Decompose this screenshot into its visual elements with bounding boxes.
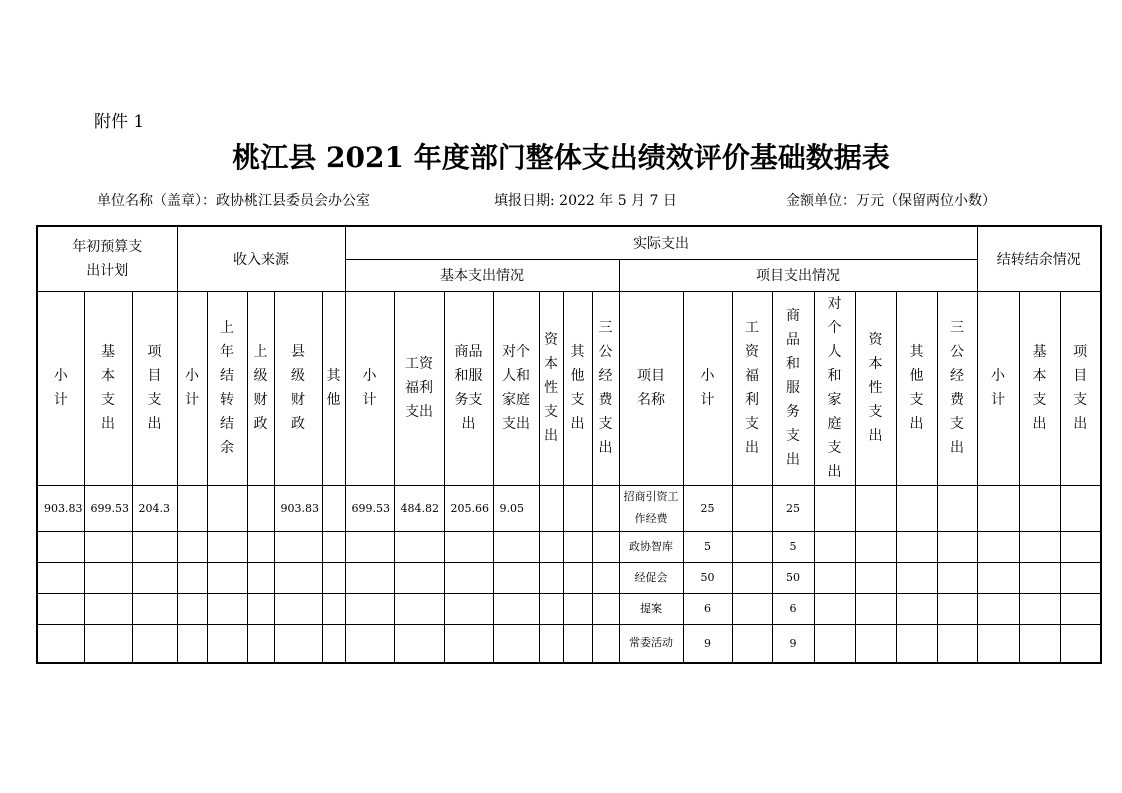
table-cell: [855, 593, 896, 624]
table-cell: [84, 624, 132, 663]
table-cell: [977, 593, 1019, 624]
table-cell: [563, 593, 592, 624]
table-cell: [896, 485, 937, 531]
table-row: [37, 485, 1101, 531]
table-cell: [937, 531, 977, 562]
table-cell: [207, 531, 247, 562]
column-header: 三公经费支出: [592, 291, 619, 485]
table-cell: [977, 485, 1019, 531]
column-header: 三公经费支出: [937, 291, 977, 485]
table-cell: [977, 531, 1019, 562]
table-cell: [1019, 593, 1060, 624]
table-row: [37, 593, 1101, 624]
table-cell: [732, 624, 772, 663]
table-cell: [539, 624, 563, 663]
table-cell: [1060, 485, 1101, 531]
table-cell: [247, 593, 274, 624]
column-header: 小计: [177, 291, 207, 485]
data-table: [36, 225, 1102, 664]
column-header: 基本支出: [84, 291, 132, 485]
table-cell: [345, 593, 394, 624]
table-cell: [732, 562, 772, 593]
table-cell: [345, 531, 394, 562]
column-header: 对个人和家庭支出: [493, 291, 539, 485]
table-cell: [814, 593, 855, 624]
table-row: [37, 562, 1101, 593]
table-cell: [177, 531, 207, 562]
project-name-cell: 常委活动: [619, 624, 683, 663]
table-cell: [1060, 624, 1101, 663]
column-header: 小计: [977, 291, 1019, 485]
table-cell: [274, 562, 322, 593]
column-header: 基本支出: [1019, 291, 1060, 485]
column-header: 商品和服务支出: [444, 291, 493, 485]
table-cell: [592, 624, 619, 663]
table-cell: 6: [683, 593, 732, 624]
unit-name: 单位名称（盖章）：政协桃江县委员会办公室: [97, 193, 370, 209]
table-cell: [247, 485, 274, 531]
table-cell: [37, 531, 84, 562]
table-cell: 9: [683, 624, 732, 663]
table-cell: 699.53: [84, 485, 132, 531]
table-cell: [84, 562, 132, 593]
table-cell: [247, 531, 274, 562]
table-cell: 903.83: [274, 485, 322, 531]
table-cell: [207, 624, 247, 663]
table-cell: [394, 531, 444, 562]
table-cell: 5: [772, 531, 814, 562]
table-cell: [855, 485, 896, 531]
table-cell: [539, 593, 563, 624]
table-cell: [1019, 562, 1060, 593]
table-cell: [896, 624, 937, 663]
attachment-label: 附件 1: [94, 112, 145, 132]
table-cell: [592, 531, 619, 562]
table-cell: 903.83: [37, 485, 84, 531]
table-row: [37, 531, 1101, 562]
table-cell: [592, 485, 619, 531]
table-cell: [274, 624, 322, 663]
table-cell: [207, 562, 247, 593]
table-cell: 50: [772, 562, 814, 593]
table-cell: [814, 531, 855, 562]
table-cell: [274, 531, 322, 562]
table-cell: [732, 485, 772, 531]
table-cell: [322, 562, 345, 593]
table-cell: [444, 531, 493, 562]
table-cell: [937, 562, 977, 593]
table-cell: [132, 593, 177, 624]
table-cell: [493, 593, 539, 624]
table-cell: [563, 485, 592, 531]
table-cell: [322, 531, 345, 562]
table-cell: [274, 593, 322, 624]
table-cell: [732, 531, 772, 562]
column-header: 小计: [345, 291, 394, 485]
table-cell: [177, 593, 207, 624]
column-header: 工资福利支出: [732, 291, 772, 485]
table-cell: [84, 593, 132, 624]
column-header: 项目支出: [132, 291, 177, 485]
table-cell: [177, 562, 207, 593]
table-cell: 9.05: [493, 485, 539, 531]
column-header: 资本性支出: [539, 291, 563, 485]
table-cell: [563, 562, 592, 593]
table-cell: [896, 593, 937, 624]
table-cell: [84, 531, 132, 562]
table-cell: [207, 485, 247, 531]
header-budget-plan: 年初预算支出计划: [37, 226, 177, 291]
header-actual-spend: 实际支出: [345, 226, 977, 259]
amount-unit: 金额单位：万元（保留两位小数）: [786, 193, 996, 209]
table-cell: [855, 624, 896, 663]
table-cell: [977, 624, 1019, 663]
table-cell: [444, 593, 493, 624]
table-cell: [937, 593, 977, 624]
table-cell: 5: [683, 531, 732, 562]
table-cell: [345, 624, 394, 663]
project-name-cell: 政协智库: [619, 531, 683, 562]
table-cell: [394, 562, 444, 593]
table-cell: [37, 593, 84, 624]
column-header: 项目名称: [619, 291, 683, 485]
project-name-cell: 经促会: [619, 562, 683, 593]
table-cell: [247, 562, 274, 593]
table-cell: [322, 485, 345, 531]
table-cell: [247, 624, 274, 663]
table-cell: [394, 624, 444, 663]
column-header: 商品和服务支出: [772, 291, 814, 485]
table-cell: [207, 593, 247, 624]
header-carryover: 结转结余情况: [977, 226, 1101, 291]
table-cell: [896, 531, 937, 562]
table-cell: [539, 485, 563, 531]
table-cell: [132, 562, 177, 593]
column-header: 对个人和家庭支出: [814, 291, 855, 485]
column-header: 上年结转结余: [207, 291, 247, 485]
table-cell: [937, 485, 977, 531]
column-header: 上级财政: [247, 291, 274, 485]
table-cell: [394, 593, 444, 624]
table-cell: [563, 531, 592, 562]
column-header: 小计: [37, 291, 84, 485]
table-cell: 699.53: [345, 485, 394, 531]
table-cell: [855, 562, 896, 593]
table-cell: [177, 485, 207, 531]
table-cell: [539, 531, 563, 562]
table-cell: [1019, 624, 1060, 663]
table-cell: 6: [772, 593, 814, 624]
project-name-cell: 招商引资工作经费: [619, 485, 683, 531]
table-cell: [977, 562, 1019, 593]
table-cell: [814, 624, 855, 663]
column-header: 县级财政: [274, 291, 322, 485]
table-cell: [493, 562, 539, 593]
table-cell: [563, 624, 592, 663]
table-cell: [444, 624, 493, 663]
column-header: 工资福利支出: [394, 291, 444, 485]
table-cell: [814, 562, 855, 593]
table-cell: [493, 531, 539, 562]
table-cell: [345, 562, 394, 593]
fill-date: 填报日期: 2022 年 5 月 7 日: [494, 193, 677, 209]
table-cell: [592, 562, 619, 593]
table-cell: [132, 531, 177, 562]
table-cell: 25: [683, 485, 732, 531]
table-cell: [37, 624, 84, 663]
table-row: [37, 624, 1101, 663]
table-cell: [937, 624, 977, 663]
table-cell: 484.82: [394, 485, 444, 531]
table-cell: [1019, 531, 1060, 562]
table-cell: [1060, 562, 1101, 593]
header-project-spend: 项目支出情况: [619, 259, 977, 291]
table-cell: [444, 562, 493, 593]
table-cell: 9: [772, 624, 814, 663]
table-cell: 204.3: [132, 485, 177, 531]
table-cell: 205.66: [444, 485, 493, 531]
table-cell: [732, 593, 772, 624]
table-cell: [1019, 485, 1060, 531]
table-cell: [322, 593, 345, 624]
table-cell: 50: [683, 562, 732, 593]
table-cell: [855, 531, 896, 562]
table-cell: [37, 562, 84, 593]
project-name-cell: 提案: [619, 593, 683, 624]
column-header: 其他支出: [563, 291, 592, 485]
column-header: 小计: [683, 291, 732, 485]
column-header: 资本性支出: [855, 291, 896, 485]
table-cell: [132, 624, 177, 663]
table-cell: [896, 562, 937, 593]
table-cell: [1060, 593, 1101, 624]
header-basic-spend: 基本支出情况: [345, 259, 619, 291]
table-cell: [539, 562, 563, 593]
page-title: 桃江县 2021 年度部门整体支出绩效评价基础数据表: [232, 141, 890, 174]
table-cell: [1060, 531, 1101, 562]
header-income-source: 收入来源: [177, 226, 345, 291]
column-header: 其他支出: [896, 291, 937, 485]
column-header: 其他: [322, 291, 345, 485]
table-cell: [814, 485, 855, 531]
column-header: 项目支出: [1060, 291, 1101, 485]
table-cell: [592, 593, 619, 624]
table-cell: [493, 624, 539, 663]
table-cell: [177, 624, 207, 663]
table-cell: [322, 624, 345, 663]
table-cell: 25: [772, 485, 814, 531]
